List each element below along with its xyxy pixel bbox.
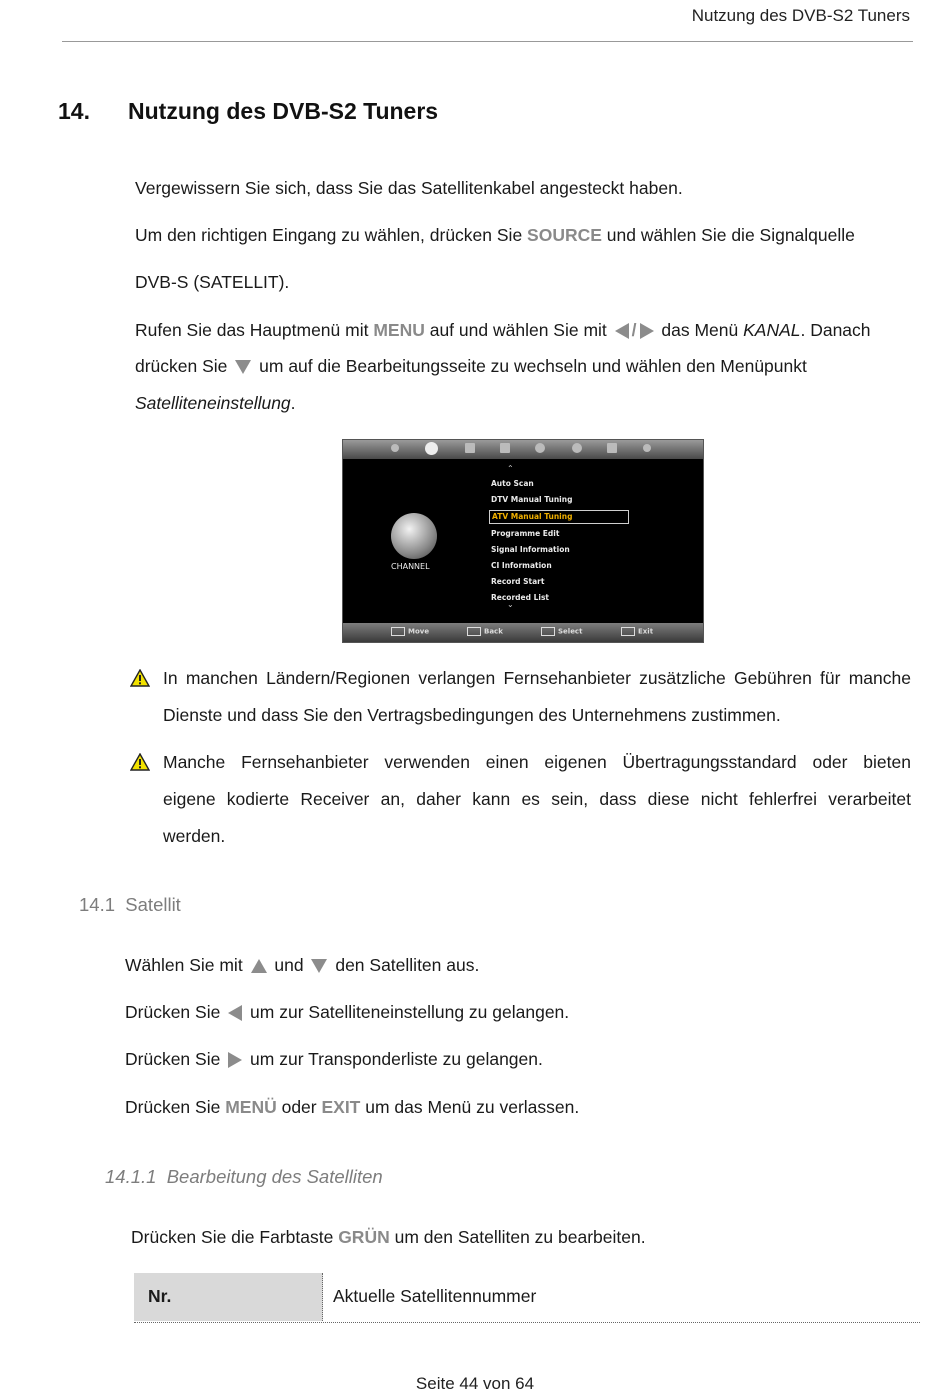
warning-icon	[130, 669, 150, 687]
tv-nav-next-icon	[643, 444, 651, 452]
tv-picture-icon	[465, 443, 475, 453]
hint-label: Back	[484, 627, 503, 636]
arrow-right-icon	[640, 323, 654, 339]
source-key: SOURCE	[527, 225, 602, 245]
satellit-line-4	[125, 1095, 579, 1119]
text-run: um auf die Bearbeitungsseite zu wechseln und wählen den Menüpunkt	[254, 356, 807, 376]
chapter-title: Nutzung des DVB-S2 Tuners	[128, 98, 439, 124]
text-run: um zur Satelliteneinstellung zu gelangen.	[245, 1002, 570, 1022]
text-run: Um den richtigen Eingang zu wählen, drücken Sie	[135, 225, 528, 245]
page-footer: Seite 44 von 64	[415, 1374, 535, 1393]
header-divider	[62, 41, 913, 42]
hint-label: Exit	[638, 627, 654, 636]
hint-label: Select	[558, 627, 583, 636]
satellit-line-1	[125, 953, 479, 977]
warning-2-line: eigene kodierte Receiver an, daher kann es sein, dass diese nicht fehlerfrei verarbeitet	[163, 789, 911, 809]
tv-menu-item: CI Information	[491, 561, 552, 570]
tv-menu-list	[489, 478, 629, 608]
warning-1-line: Dienste und dass Sie den Vertragsbedingungen des Unternehmens zustimmen.	[163, 705, 781, 725]
exit-key: EXIT	[321, 1097, 361, 1117]
tv-channel-label: CHANNEL	[391, 562, 430, 571]
section-number: 14.1.1	[105, 1166, 157, 1187]
intro-paragraph-2	[135, 223, 855, 247]
text-run: drücken Sie	[135, 356, 233, 376]
tv-menu-item: Programme Edit	[491, 529, 560, 538]
tv-menu-item: Auto Scan	[491, 479, 534, 488]
tv-channel-icon	[425, 442, 438, 455]
section-number: 14.1	[79, 894, 116, 915]
table-row-label: Nr.	[148, 1286, 172, 1306]
warning-1	[163, 660, 911, 734]
tv-menu-item: Signal Information	[491, 545, 570, 554]
warning-2-line: Manche Fernsehanbieter verwenden einen eigenen Übertragungsstandard oder bieten	[163, 752, 911, 772]
tv-setup-icon	[572, 443, 582, 453]
tv-time-icon	[535, 443, 545, 453]
intro-paragraph-5	[135, 354, 807, 378]
text-run: Wählen Sie mit	[125, 955, 248, 975]
tv-menu-item: Recorded List	[491, 593, 549, 602]
satellite-dish-icon	[391, 513, 437, 559]
warning-2-line: werden.	[163, 826, 226, 846]
text-run: Rufen Sie das Hauptmenü mit	[135, 320, 374, 340]
warning-2	[163, 744, 911, 855]
hint-label: Move	[408, 627, 430, 636]
running-header: Nutzung des DVB-S2 Tuners	[691, 6, 910, 25]
tv-hint-move	[391, 627, 429, 636]
arrow-down-icon	[235, 360, 251, 374]
enter-key-icon	[541, 627, 555, 636]
tv-menu-screenshot	[342, 439, 704, 643]
edit-satellite-line	[131, 1225, 646, 1249]
tv-top-icon-bar	[343, 440, 703, 459]
green-key: GRÜN	[338, 1227, 390, 1247]
text-run: .	[290, 393, 296, 413]
intro-paragraph-4	[135, 318, 871, 342]
arrow-left-icon	[615, 323, 629, 339]
text-run: und wählen Sie die Signalquelle	[601, 225, 855, 245]
tv-hint-bar	[343, 623, 703, 642]
text-run: den Satelliten aus.	[330, 955, 480, 975]
section-title: Bearbeitung des Satelliten	[166, 1166, 383, 1187]
text-run: um das Menü zu verlassen.	[360, 1097, 580, 1117]
chapter-number: 14.	[58, 98, 90, 124]
menu-key: MENU	[373, 320, 425, 340]
text-run: und	[269, 955, 309, 975]
section-heading-14-1	[79, 894, 181, 916]
tv-sound-icon	[500, 443, 510, 453]
tv-menu-item-selected: ATV Manual Tuning	[489, 510, 629, 524]
slash-separator: /	[631, 320, 637, 340]
section-heading-14-1-1	[105, 1166, 383, 1188]
text-run: Drücken Sie	[125, 1002, 226, 1022]
text-run: Drücken Sie	[125, 1097, 226, 1117]
intro-paragraph-6	[135, 391, 296, 415]
tv-hint-exit	[621, 627, 653, 636]
menu-key-icon	[467, 627, 481, 636]
section-title: Satellit	[125, 894, 181, 915]
text-run: um zur Transponderliste zu gelangen.	[245, 1049, 543, 1069]
warning-icon	[130, 753, 150, 771]
arrow-down-icon	[311, 959, 327, 973]
text-run: um den Satelliten zu bearbeiten.	[389, 1227, 646, 1247]
tv-scroll-up-icon: ⌃	[507, 464, 514, 473]
text-run: oder	[276, 1097, 322, 1117]
tv-hint-back	[467, 627, 503, 636]
arrow-up-icon	[251, 959, 267, 973]
tv-menu-item: DTV Manual Tuning	[491, 495, 573, 504]
tv-hint-select	[541, 627, 582, 636]
intro-paragraph-3: DVB-S (SATELLIT).	[135, 272, 290, 292]
satellit-line-2	[125, 1000, 569, 1024]
text-run: das Menü	[656, 320, 744, 340]
text-run: . Danach	[800, 320, 871, 340]
tv-nav-prev-icon	[391, 444, 399, 452]
warning-1-line: In manchen Ländern/Regionen verlangen Fernsehanbieter zusätzliche Gebühren für manche	[163, 668, 911, 688]
arrow-right-icon	[228, 1052, 242, 1068]
satellit-line-3	[125, 1047, 543, 1071]
intro-paragraph-1: Vergewissern Sie sich, dass Sie das Satellitenkabel angesteckt haben.	[135, 178, 683, 198]
tv-lock-icon	[607, 443, 617, 453]
tv-menu-item: Record Start	[491, 577, 545, 586]
text-run: Drücken Sie die Farbtaste	[131, 1227, 339, 1247]
exit-key-icon	[621, 627, 635, 636]
tv-scroll-down-icon: ⌄	[507, 600, 514, 609]
chapter-heading	[58, 98, 438, 125]
text-run: auf und wählen Sie mit	[424, 320, 612, 340]
arrow-left-icon	[228, 1005, 242, 1021]
kanal-menu-name: KANAL	[743, 320, 801, 340]
text-run: Drücken Sie	[125, 1049, 226, 1069]
satellite-table	[134, 1273, 920, 1323]
table-header-cell	[134, 1273, 323, 1321]
move-key-icon	[391, 627, 405, 636]
satelliteneinstellung-term: Satelliteneinstellung	[135, 393, 291, 413]
table-row-description: Aktuelle Satellitennummer	[333, 1286, 537, 1306]
menu-key: MENÜ	[225, 1097, 277, 1117]
